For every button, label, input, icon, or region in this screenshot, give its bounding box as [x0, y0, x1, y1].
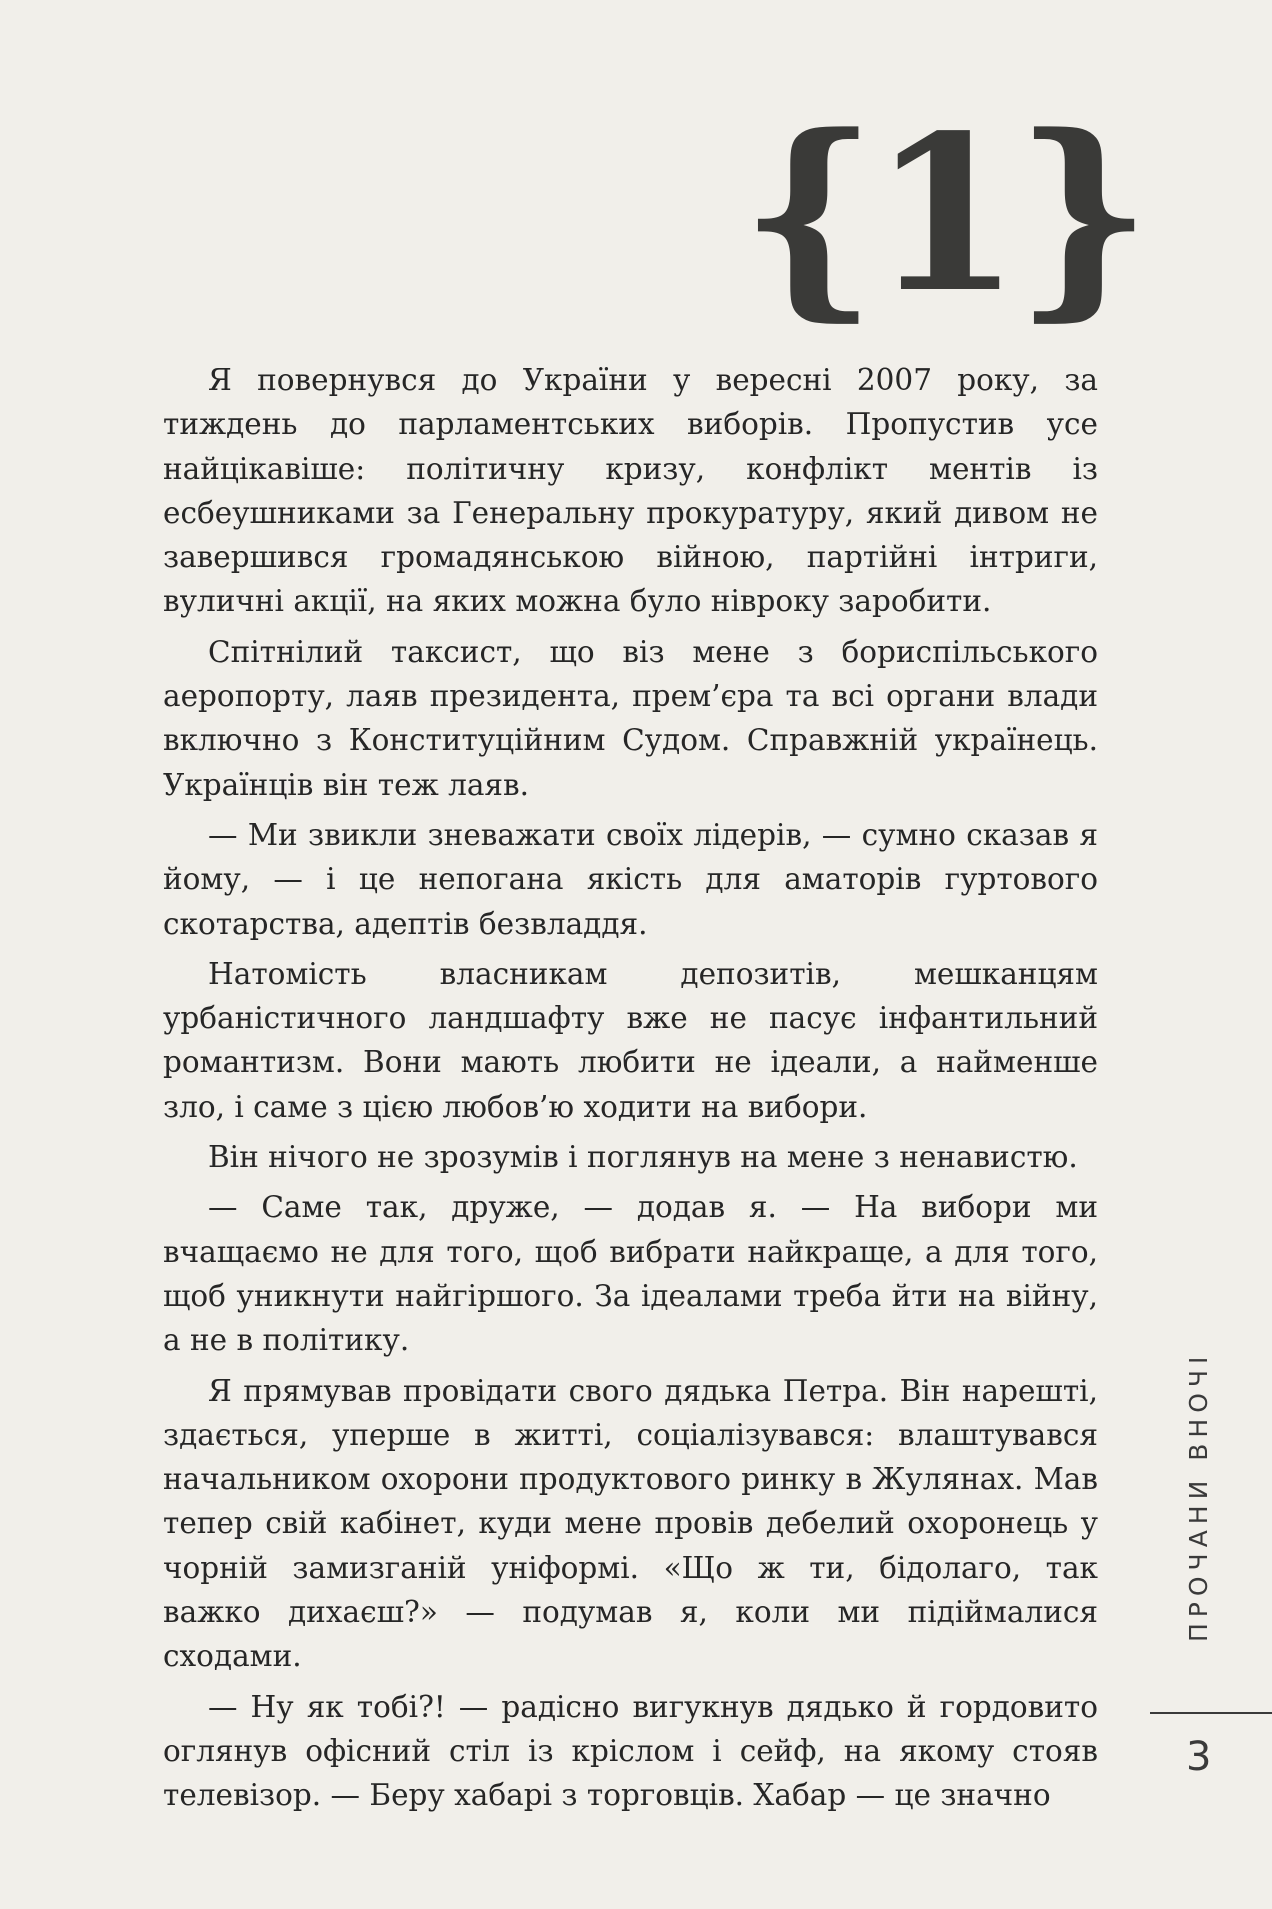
paragraph: — Ми звикли зневажати своїх лідерів, — сумно сказав я йому, — і це непогана якість для аматорів гуртового скотарства, адептів безвладдя. — [163, 817, 1098, 941]
paragraph: — Саме так, друже, — додав я. — На вибори ми вчащаємо не для того, щоб вибрати найкраще, а для того, щоб уникнути найгіршого. За ідеалами треба йти на війну, а не в політику. — [163, 1190, 1098, 1358]
paragraph: Я повернувся до України у вересні 2007 року, за тиждень до парламентських виборів. Пропустив усе найцікавіше: політичну кризу, конфлікт ментів із есбеушниками за Генеральну прокуратуру, який дивом не завершився громадянською війною, партійні інтриги, вуличні акції, на яких можна було нівроку заробити. — [163, 363, 1098, 619]
paragraph: Натомість власникам депозитів, мешканцям урбаністичного ландшафту вже не пасує інфантильний романтизм. Вони мають любити не ідеали, а найменше зло, і саме з цією любов’ю ходити на вибори. — [163, 956, 1098, 1124]
paragraph: — Ну як тобі?! — радісно вигукнув дядько й гордовито оглянув офісний стіл із кріслом і сейф, на якому стояв телевізор. — Беру хабарі з торговців. Хабар — це значно — [163, 1689, 1098, 1813]
paragraph: Він нічого не зрозумів і поглянув на мене з ненавистю. — [208, 1140, 1078, 1175]
chapter-number: {1} — [740, 89, 1147, 340]
page-number: 3 — [1186, 1734, 1212, 1780]
paragraph: Я прямував провідати свого дядька Петра. Він нарешті, здається, уперше в житті, соціалізувався: влаштувався начальником охорони продуктового ринку в Жулянах. Мав тепер свій кабінет, куди мене провів дебелий охоронець у чорній замизганій уніформі. «Що ж ти, бідолаго, так важко дихаєш?» — подумав я, коли ми підіймалися сходами. — [163, 1373, 1098, 1674]
running-head-rule — [1150, 1712, 1272, 1714]
paragraph: Спітнілий таксист, що віз мене з бориспільського аеропорту, лаяв президента, прем’єра та всі органи влади включно з Конституційним Судом. Справжній українець. Українців він теж лаяв. — [163, 634, 1098, 802]
running-head: ПРОЧАНИ ВНОЧІ — [1184, 1350, 1213, 1642]
body-text — [163, 358, 1098, 1824]
